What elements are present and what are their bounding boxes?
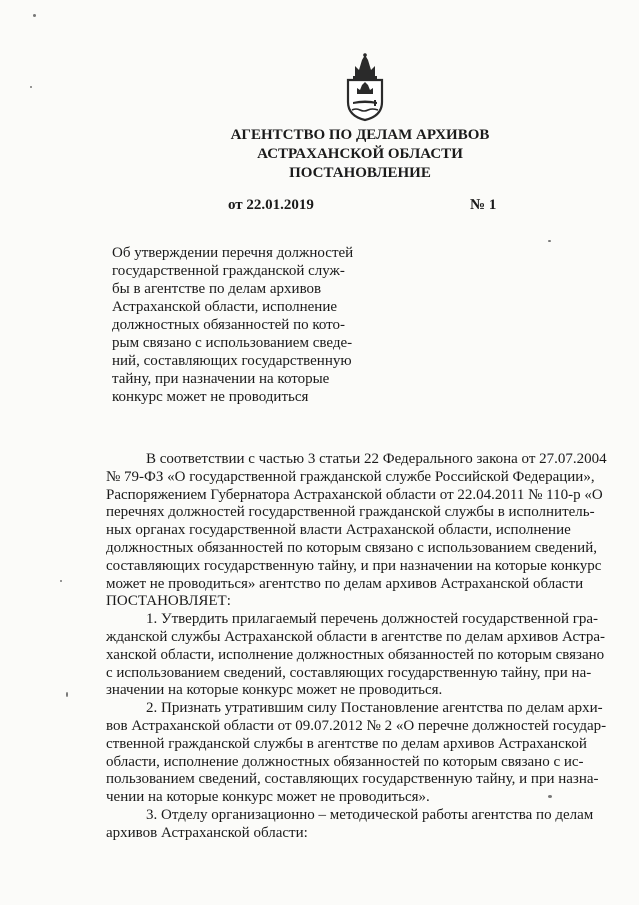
body-line: чении на которые конкурс может не проводиться». [106,789,430,806]
body-line: 2. Признать утратившим силу Постановление агентства по делам архи- [146,700,603,717]
body-line: ханской области, исполнение должностных обязанностей по которым связано [106,646,605,663]
agency-name-line-1: АГЕНТСТВО ПО ДЕЛАМ АРХИВОВ [230,127,490,143]
body-line: значении на которые конкурс может не проводиться. [106,682,443,699]
body-line: жданской службы Астраханской области в агентстве по делам архивов Астра- [106,628,606,645]
body-line: области, исполнение должностных обязанностей по которым связано с ис- [106,753,584,770]
subject-line: Об утверждении перечня должностей [112,245,354,261]
body-line: пользованием сведений, составляющих государственную тайну, и при назна- [106,771,599,788]
body-line: ных органах государственной власти Астраханской области, исполнение [106,522,571,539]
scan-speck [33,14,36,17]
body-line: архивов Астраханской области: [106,824,308,841]
scan-speck [548,240,551,242]
body-line: может не проводиться» агентство по делам архивов Астраханской области [106,575,584,592]
subject-line: бы в агентстве по делам архивов [112,281,322,297]
subject-line: Астраханской области, исполнение [112,299,337,315]
subject-line: рым связано с использованием сведе- [112,335,353,351]
scan-speck [66,692,68,697]
subject-line: должностных обязанностей по кото- [112,317,346,333]
subject-line: ний, составляющих государственную [112,353,352,369]
scan-speck [30,86,32,88]
document-body [106,451,612,843]
body-line: составляющих государственную тайну, и при назначении на которые конкурс [106,557,602,574]
body-line: 1. Утвердить прилагаемый перечень должностей государственной гра- [146,611,599,628]
scan-speck [548,795,552,798]
document-header [120,126,600,183]
document-type: ПОСТАНОВЛЕНИЕ [289,165,431,181]
body-line: 3. Отделу организационно – методической работы агентства по делам [146,806,594,823]
body-line: ственной гражданской службы в агентстве по делам архивов Астраханской [106,735,587,752]
subject-line: конкурс может не проводиться [112,389,309,405]
agency-name-line-2: АСТРАХАНСКОЙ ОБЛАСТИ [257,146,463,162]
document-number: № 1 [470,197,497,213]
subject-line: государственной гражданской служ- [112,263,345,279]
body-line: с использованием сведений, составляющих государственную тайну, при на- [106,664,592,681]
subject-line: тайну, при назначении на которые [112,371,330,387]
document-subject [112,244,360,406]
body-line: ПОСТАНОВЛЯЕТ: [106,593,231,610]
coat-of-arms-emblem [342,52,388,122]
body-line: вов Астраханской области от 09.07.2012 № 2 «О перечне должностей государ- [106,717,607,734]
body-line: № 79-ФЗ «О государственной гражданской службе Российской Федерации», [106,468,595,485]
body-line: должностных обязанностей по которым связано с использованием сведений, [106,539,597,556]
document-date: от 22.01.2019 [228,197,314,213]
body-line: перечнях должностей государственной гражданской службы в исполнитель- [106,504,595,521]
body-line: Распоряжением Губернатора Астраханской области от 22.04.2011 № 110-р «О [106,486,603,503]
body-line: В соответствии с частью 3 статьи 22 Федерального закона от 27.07.2004 [146,451,607,467]
scan-speck [60,580,62,582]
